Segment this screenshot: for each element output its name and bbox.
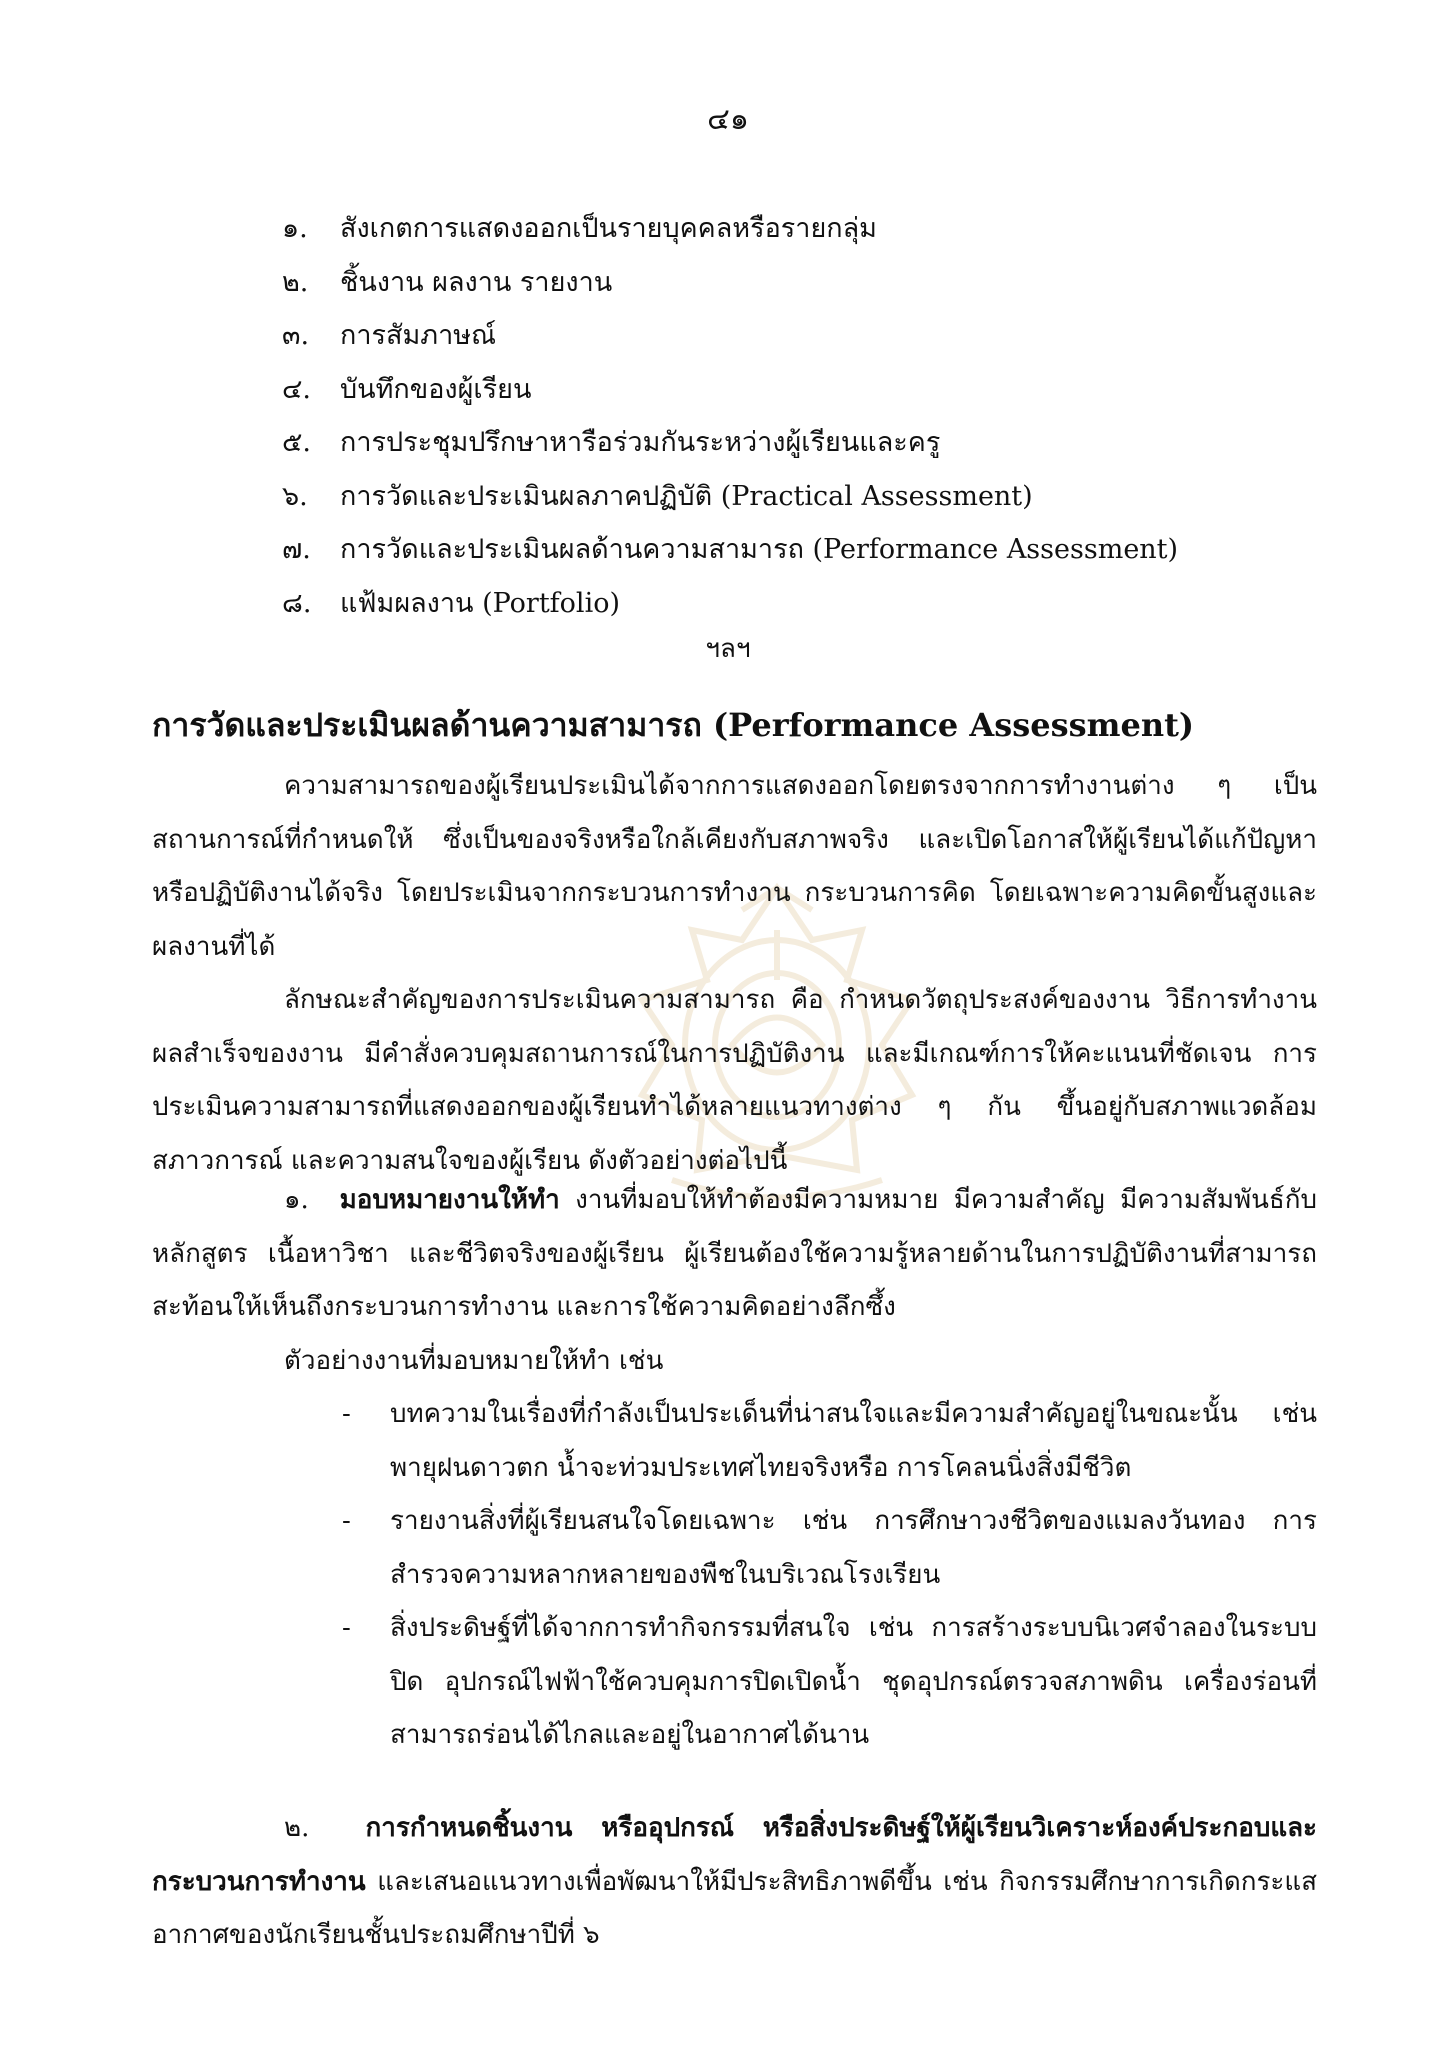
method-2-block bbox=[152, 1802, 1317, 1963]
example-text: รายงานสิ่งที่ผู้เรียนสนใจโดยเฉพาะ เช่น การศึกษาวงชีวิตของแมลงวันทอง การสำรวจความหลากหลายของพืชในบริเวณโรงเรียน bbox=[390, 1506, 1317, 1590]
method-2-title: การกำหนดชิ้นงาน หรืออุปกรณ์ หรือสิ่งประดิษฐ์ให้ผู้เรียนวิเคราะห์องค์ประกอบและกระบวนการทำงาน bbox=[152, 1813, 1318, 1897]
list-item bbox=[282, 256, 1178, 310]
method-1-block bbox=[152, 1174, 1317, 1763]
performance-assessment-body bbox=[152, 760, 1317, 1188]
etc-mark: ฯลฯ bbox=[705, 634, 751, 664]
item-number: ๗. bbox=[282, 534, 311, 565]
list-item bbox=[342, 1388, 1317, 1495]
list-item bbox=[342, 1602, 1317, 1763]
item-number: ๒. bbox=[282, 266, 309, 298]
item-number: ๑. bbox=[282, 213, 308, 244]
item-text: บันทึกของผู้เรียน bbox=[340, 373, 532, 405]
item-text: การสัมภาษณ์ bbox=[340, 320, 497, 351]
assessment-method-list bbox=[282, 202, 1178, 630]
item-text: การประชุมปรึกษาหารือร่วมกันระหว่างผู้เรียนและครู bbox=[340, 427, 941, 458]
item-text: ชิ้นงาน ผลงาน รายงาน bbox=[340, 266, 613, 298]
list-item bbox=[282, 577, 1178, 631]
list-item bbox=[282, 470, 1178, 524]
method-1-text: งานที่มอบให้ทำต้องมีความหมาย มีความสำคัญ มีความสัมพันธ์กับหลักสูตร เนื้อหาวิชา และชีวิตจริงของผู้เรียน ผู้เรียนต้องใช้ความรู้หลายด้านในการปฏิบัติงานที่สามารถสะท้อนให้เห็นถึงกระบวนการทำงาน และการใช้ความคิดอย่างลึกซึ้ง bbox=[152, 1185, 1318, 1322]
method-1-title: มอบหมายงานให้ทำ bbox=[339, 1185, 560, 1215]
example-text: สิ่งประดิษฐ์ที่ได้จากการทำกิจกรรมที่สนใจ เช่น การสร้างระบบนิเวศจำลองในระบบปิด อุปกรณ์ไฟฟ้าใช้ควบคุมการปิดเปิดน้ำ ชุดอุปกรณ์ตรวจสภาพดิน เครื่องร่อนที่สามารถร่อนได้ไกลและอยู่ในอากาศได้นาน bbox=[390, 1613, 1317, 1750]
method-2-number: ๒. bbox=[284, 1813, 310, 1843]
dash-bullet-icon: - bbox=[342, 1613, 351, 1643]
item-text: สังเกตการแสดงออกเป็นรายบุคคลหรือรายกลุ่ม bbox=[340, 213, 877, 244]
item-number: ๘. bbox=[282, 587, 312, 619]
method-2-text: และเสนอแนวทางเพื่อพัฒนาให้มีประสิทธิภาพดีขึ้น เช่น กิจกรรมศึกษาการเกิดกระแสอากาศของนักเรียนชั้นประถมศึกษาปีที่ ๖ bbox=[152, 1866, 1317, 1950]
item-number: ๔. bbox=[282, 373, 312, 405]
list-item bbox=[282, 523, 1178, 577]
examples-list bbox=[152, 1388, 1317, 1763]
method-1-paragraph bbox=[152, 1174, 1317, 1335]
method-2-paragraph bbox=[152, 1802, 1317, 1963]
item-number: ๓. bbox=[282, 320, 310, 351]
characteristics-paragraph: ลักษณะสำคัญของการประเมินความสามารถ คือ กำหนดวัตถุประสงค์ของงาน วิธีการทำงาน ผลสำเร็จของงาน มีคำสั่งควบคุมสถานการณ์ในการปฏิบัติงาน และมีเกณฑ์การให้คะแนนที่ชัดเจน การประเมินความสามารถที่แสดงออกของผู้เรียนทำได้หลายแนวทางต่าง ๆ กัน ขึ้นอยู่กับสภาพแวดล้อม สภาวการณ์ และความสนใจของผู้เรียน ดังตัวอย่างต่อไปนี้ bbox=[152, 985, 1317, 1176]
method-1-number: ๑. bbox=[284, 1185, 309, 1215]
examples-intro: ตัวอย่างงานที่มอบหมายให้ทำ เช่น bbox=[284, 1345, 664, 1376]
page-number: ๔๑ bbox=[707, 102, 749, 137]
example-text: บทความในเรื่องที่กำลังเป็นประเด็นที่น่าสนใจและมีความสำคัญอยู่ในขณะนั้น เช่น พายุฝนดาวตก น้ำจะท่วมประเทศไทยจริงหรือ การโคลนนิ่งสิ่งมีชีวิต bbox=[390, 1399, 1317, 1483]
list-item bbox=[282, 309, 1178, 363]
list-item bbox=[282, 202, 1178, 256]
list-item bbox=[282, 416, 1178, 470]
item-number: ๖. bbox=[282, 480, 308, 512]
dash-bullet-icon: - bbox=[342, 1506, 351, 1536]
item-text: การวัดและประเมินผลด้านความสามารถ (Performance Assessment) bbox=[340, 534, 1179, 565]
item-text: การวัดและประเมินผลภาคปฏิบัติ (Practical Assessment) bbox=[340, 480, 1033, 512]
item-text: แฟ้มผลงาน (Portfolio) bbox=[340, 587, 620, 619]
dash-bullet-icon: - bbox=[342, 1399, 351, 1429]
list-item bbox=[342, 1495, 1317, 1602]
section-heading: การวัดและประเมินผลด้านความสามารถ (Performance Assessment) bbox=[152, 706, 1195, 744]
item-number: ๕. bbox=[282, 427, 312, 458]
list-item bbox=[282, 363, 1178, 417]
intro-paragraph: ความสามารถของผู้เรียนประเมินได้จากการแสดงออกโดยตรงจากการทำงานต่าง ๆ เป็นสถานการณ์ที่กำหนดให้ ซึ่งเป็นของจริงหรือใกล้เคียงกับสภาพจริง และเปิดโอกาสให้ผู้เรียนได้แก้ปัญหาหรือปฏิบัติงานได้จริง โดยประเมินจากกระบวนการทำงาน กระบวนการคิด โดยเฉพาะความคิดขั้นสูงและผลงานที่ได้ bbox=[152, 771, 1317, 962]
